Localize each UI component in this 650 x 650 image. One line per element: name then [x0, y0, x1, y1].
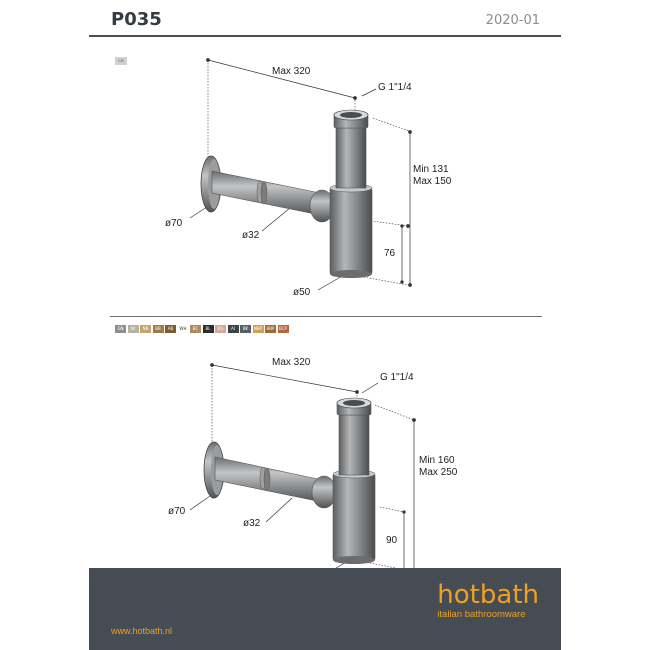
dim-thread-bottom: G 1"1/4: [380, 372, 414, 383]
dim-height-min-top: Min 131: [413, 164, 449, 175]
finish-swatch-ni: NI: [128, 325, 139, 333]
dim-max-length-bottom: Max 320: [272, 357, 311, 368]
finish-swatch-ai: AI: [228, 325, 239, 333]
finish-swatch-bc: BC: [190, 325, 201, 333]
finish-swatch-bk: BK: [240, 325, 251, 333]
brand-tagline: italian bathroomware: [437, 609, 526, 620]
dim-body-top: ø50: [293, 287, 311, 298]
section-divider: [110, 316, 542, 317]
dim-wall-plate-bottom: ø70: [168, 506, 186, 517]
dim-thread-top: G 1"1/4: [378, 82, 412, 93]
dim-body-height-bottom: 90: [386, 535, 398, 546]
dim-height-max-bottom: Max 250: [419, 467, 458, 478]
finish-swatch-gn: GN: [115, 325, 126, 333]
page-title: P035: [111, 9, 162, 30]
finish-swatch-bl: BL: [203, 325, 214, 333]
dim-pipe-bottom: ø32: [243, 518, 261, 529]
finish-swatch-rg: RG: [215, 325, 226, 333]
finish-swatch-nbp: NBP: [253, 326, 263, 331]
finish-swatch-bbp: BBP: [266, 326, 275, 331]
finish-swatch-bcp: BCP: [279, 326, 287, 331]
dim-height-min-bottom: Min 160: [419, 455, 455, 466]
dim-max-length-top: Max 320: [272, 66, 311, 77]
dim-wall-plate-top: ø70: [165, 218, 183, 229]
finish-swatch-ab: AB: [165, 325, 176, 333]
website-link[interactable]: www.hotbath.nl: [111, 626, 173, 636]
footer-bar: [89, 568, 561, 650]
brand-name: hotbath: [437, 580, 539, 610]
dim-body-height-top: 76: [384, 248, 396, 259]
dim-height-max-top: Max 150: [413, 176, 452, 187]
finish-swatch-cr: CR: [115, 57, 127, 65]
brand-logo: [437, 581, 539, 621]
dim-pipe-top: ø32: [242, 230, 260, 241]
finish-swatch-bb: BB: [153, 325, 164, 333]
finish-swatch-wh: WH: [178, 325, 189, 333]
finish-swatch-nb: NB: [140, 325, 151, 333]
technical-drawing-top: [0, 0, 650, 310]
technical-drawing-bottom: [0, 330, 650, 570]
document-date: 2020-01: [485, 13, 540, 28]
